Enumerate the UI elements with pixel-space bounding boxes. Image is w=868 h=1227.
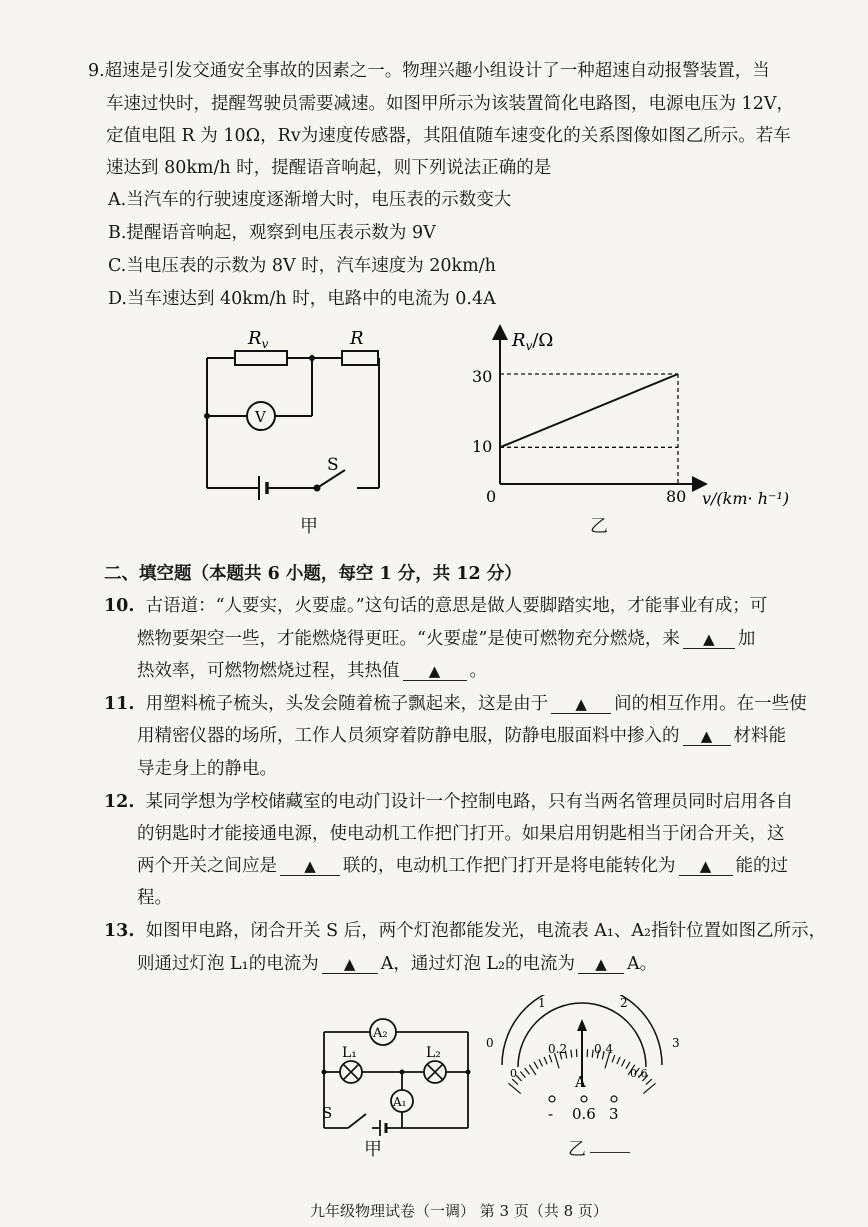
q10-line-2 [137,628,755,650]
q9-option-b: B.提醒语音响起，观察到电压表示数为 9V [108,223,436,243]
q12-blank-2[interactable]: ▲ [679,857,733,876]
q9-circuit-diagram [195,320,405,505]
q9-option-a: A.当汽车的行驶速度逐渐增大时，电压表的示数变大 [108,190,512,210]
a1-label: A₁ [393,1095,407,1109]
outer-scale-0: 0 [486,1036,494,1050]
q13-text-1: 如图甲电路，闭合开关 S 后，两个灯泡都能发光，电流表 A₁、A₂指针位置如图乙所示， [145,921,827,941]
q12-line-1 [104,791,793,813]
q11-text-1a: 用塑料梳子梳头，头发会随着梳子飘起来，这是由于 [145,694,549,714]
q13-text-2a: 则通过灯泡 L₁的电流为 [137,954,319,974]
q13-circuit-diagram [318,1010,478,1145]
q13-fig-yi-caption: 乙 [568,1139,586,1160]
q12-number: 12. [104,792,135,812]
dial-tick [643,1083,655,1093]
q13-line-2 [137,953,657,975]
dial-tick [592,1050,593,1058]
terminal-06: 0.6 [572,1105,596,1123]
q12-text-3a: 两个开关之间应是 [137,856,277,876]
unit-label: A [575,1073,586,1091]
inner-scale-0: 0 [510,1067,517,1080]
q9-rv-speed-graph [462,318,807,513]
q12-text-1: 某同学想为学校储藏室的电动门设计一个控制电路，只有当两名管理员同时启用各自 [145,792,794,812]
q9-line-1: 9.超速是引发交通安全事故的因素之一。物理兴趣小组设计了一种超速自动报警装置，当 [88,61,770,81]
outer-scale-1: 1 [538,996,546,1010]
inner-scale-02: 0.2 [548,1042,568,1056]
q13-text-2b: A，通过灯泡 L₂的电流为 [380,954,576,974]
dial-tick [571,1050,572,1058]
q13-blank-2[interactable]: ▲ [578,955,624,974]
dial-tick [508,1083,520,1093]
q11-line-1 [104,693,807,715]
dial-tick [544,1057,547,1064]
q12-line-4: 程。 [137,888,172,908]
q10-number: 10. [104,596,135,616]
q9-option-c: C.当电压表的示数为 8V 时，汽车速度为 20km/h [108,256,496,276]
q9-voltmeter-label: V [255,408,266,426]
inner-scale-04: 0.4 [594,1042,614,1056]
q10-text-3a: 热效率，可燃物燃烧过程，其热值 [137,661,400,681]
page-footer: 九年级物理试卷（一调） 第 3 页（共 8 页） [310,1202,608,1220]
x-axis-label: v/(km· h⁻¹) [702,489,790,508]
q13-text-2c: A。 [627,954,658,974]
q9-rv-label: $R_v$ [248,328,269,351]
inner-scale-06: 0.6 [630,1067,648,1080]
dial-tick [621,1059,625,1066]
dial-tick [534,1062,538,1069]
q10-text-3b: 。 [469,661,487,681]
switch-label: S [322,1104,333,1122]
q13-number: 13. [104,921,135,941]
q10-text-2b: 加 [737,629,756,649]
q13-line-1 [104,920,826,942]
q11-blank-1[interactable]: ▲ [551,695,611,714]
q10-line-3 [137,660,487,682]
a2-label: A₂ [373,1026,388,1041]
q13-ammeter-dial [480,995,690,1130]
y-axis-label: $R_v/\Omega$ [512,330,554,353]
terminal-3: 3 [609,1105,619,1123]
outer-scale-2: 2 [620,996,628,1010]
q12-line-3 [137,855,788,877]
origin-label: 0 [486,487,497,506]
dial-tick [520,1071,525,1077]
q11-blank-2[interactable]: ▲ [683,727,731,746]
q9-option-d: D.当车速达到 40km/h 时，电路中的电流为 0.4A [108,289,496,309]
q9-line-4: 速达到 80km/h 时，提醒语音响起，则下列说法正确的是 [106,158,552,178]
q9-fig-jia-caption: 甲 [300,516,318,537]
q10-text-2a: 燃物要架空一些，才能燃烧得更旺。“火要虚”是使可燃物充分燃烧，来 [137,629,680,649]
q9-fig-yi-caption: 乙 [590,516,608,537]
q11-number: 11. [104,694,135,714]
q12-blank-1[interactable]: ▲ [280,857,340,876]
q10-line-1 [104,595,767,617]
section-2-title: 二、填空题（本题共 6 小题，每空 1 分，共 12 分） [104,564,522,584]
q11-text-2a: 用精密仪器的场所，工作人员须穿着防静电服，防静电服面料中掺入的 [137,726,680,746]
q13-fig-yi-underline [590,1152,630,1153]
q9-switch-label: S [327,455,339,475]
q10-blank-2[interactable]: ▲ [403,662,467,681]
q11-text-2b: 材料能 [733,726,786,746]
q10-blank-1[interactable]: ▲ [683,630,735,649]
y-tick-10: 10 [472,437,493,456]
terminal-minus: - [548,1105,554,1123]
q11-line-3: 导走身上的静电。 [137,759,277,779]
l1-label: L₁ [342,1045,357,1061]
dial-tick [539,1059,543,1066]
q9-r-label: R [350,328,364,349]
q11-line-2 [137,725,786,747]
q12-line-2: 的钥匙时才能接通电源，使电动机工作把门打开。如果启用钥匙相当于闭合开关，这 [137,824,785,844]
l2-label: L₂ [426,1045,441,1061]
dial-tick [617,1057,620,1064]
q11-text-1b: 间的相互作用。在一些使 [614,694,807,714]
q10-text-1: 古语道：“人要实，火要虚。”这句话的意思是做人要脚踏实地，才能事业有成；可 [145,596,768,616]
outer-scale-3: 3 [672,1036,680,1050]
q12-text-3b: 联的，电动机工作把门打开是将电能转化为 [343,856,676,876]
q9-line-3: 定值电阻 R 为 10Ω，Rv为速度传感器，其阻值随车速变化的关系图像如图乙所示。若车 [106,126,791,146]
y-tick-30: 30 [472,367,493,386]
q13-blank-1[interactable]: ▲ [322,955,378,974]
q12-text-3c: 能的过 [735,856,788,876]
rv-series-line [500,374,678,447]
q9-line-2: 车速过快时，提醒驾驶员需要减速。如图甲所示为该装置简化电路图，电源电压为 12V， [106,94,794,114]
x-tick-80: 80 [666,487,687,506]
q13-fig-jia-caption: 甲 [364,1139,382,1160]
dial-tick [529,1065,536,1075]
dial-tick [525,1068,530,1074]
